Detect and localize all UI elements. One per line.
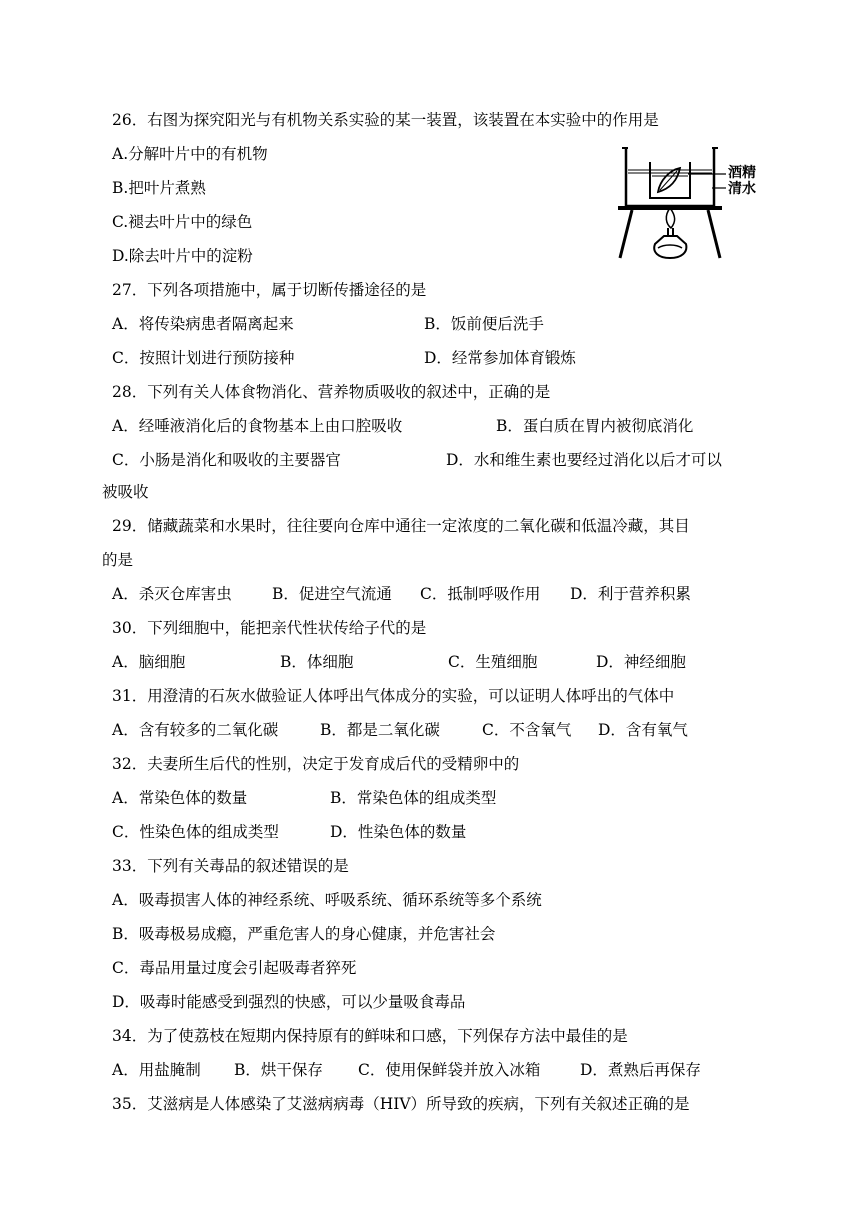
- question-34-stem: 34．为了使荔枝在短期内保持原有的鲜味和口感，下列保存方法中最佳的是: [112, 1027, 628, 1045]
- question-28-option-d: D．水和维生素也要经过消化以后才可以: [446, 451, 722, 469]
- question-30-stem: 30．下列细胞中，能把亲代性状传给子代的是: [112, 619, 427, 637]
- water-bath-apparatus-figure: [614, 140, 766, 262]
- question-29-option-a: A．杀灭仓库害虫: [112, 585, 232, 603]
- question-32-option-a: A．常染色体的数量: [112, 789, 248, 807]
- question-29-stem: 29．储藏蔬菜和水果时，往往要向仓库中通往一定浓度的二氧化碳和低温冷藏，其目: [112, 517, 690, 535]
- question-33-stem: 33．下列有关毒品的叙述错误的是: [112, 857, 349, 875]
- question-30-option-a: A．脑细胞: [112, 653, 186, 671]
- question-34-option-c: C．使用保鲜袋并放入冰箱: [358, 1061, 541, 1079]
- question-33-option-a: A．吸毒损害人体的神经系统、呼吸系统、循环系统等多个系统: [112, 891, 542, 909]
- question-29-option-c: C．抵制呼吸作用: [420, 585, 541, 603]
- question-29-stem-continued: 的是: [102, 551, 134, 569]
- question-26-option-d: D.除去叶片中的淀粉: [112, 247, 253, 265]
- question-34-option-b: B．烘干保存: [234, 1061, 323, 1079]
- question-31-option-d: D．含有氧气: [598, 721, 688, 739]
- question-28-option-c: C．小肠是消化和吸收的主要器官: [112, 451, 341, 469]
- question-33-option-d: D．吸毒时能感受到强烈的快感，可以少量吸食毒品: [112, 993, 466, 1011]
- question-26-stem: 26．右图为探究阳光与有机物关系实验的某一装置，该装置在本实验中的作用是: [112, 111, 659, 129]
- apparatus-drawing: [614, 140, 766, 262]
- question-27-stem: 27．下列各项措施中，属于切断传播途径的是: [112, 281, 427, 299]
- question-26-option-c: C.褪去叶片中的绿色: [112, 213, 253, 231]
- question-33-option-b: B．吸毒极易成瘾，严重危害人的身心健康，并危害社会: [112, 925, 496, 943]
- question-35-stem: 35．艾滋病是人体感染了艾滋病病毒（HIV）所导致的疾病，下列有关叙述正确的是: [112, 1095, 690, 1113]
- question-34-option-d: D．煮熟后再保存: [580, 1061, 701, 1079]
- question-28-stem: 28．下列有关人体食物消化、营养物质吸收的叙述中，正确的是: [112, 383, 551, 401]
- question-28-option-b: B．蛋白质在胃内被彻底消化: [496, 417, 694, 435]
- question-27-option-b: B．饭前便后洗手: [424, 315, 544, 333]
- question-31-stem: 31．用澄清的石灰水做验证人体呼出气体成分的实验，可以证明人体呼出的气体中: [112, 687, 675, 705]
- question-33-option-c: C．毒品用量过度会引起吸毒者猝死: [112, 959, 357, 977]
- question-29-option-b: B．促进空气流通: [272, 585, 392, 603]
- question-32-option-c: C．性染色体的组成类型: [112, 823, 279, 841]
- question-27-option-a: A．将传染病患者隔离起来: [112, 315, 294, 333]
- question-29-option-d: D．利于营养积累: [570, 585, 691, 603]
- question-26-option-a: A.分解叶片中的有机物: [112, 145, 268, 163]
- question-31-option-b: B．都是二氧化碳: [320, 721, 440, 739]
- question-32-option-b: B．常染色体的组成类型: [330, 789, 497, 807]
- question-30-option-c: C．生殖细胞: [448, 653, 538, 671]
- question-32-stem: 32．夫妻所生后代的性别，决定于发育成后代的受精卵中的: [112, 755, 520, 773]
- question-34-option-a: A．用盐腌制: [112, 1061, 201, 1079]
- question-31-option-c: C．不含氧气: [482, 721, 572, 739]
- question-28-option-a: A．经唾液消化后的食物基本上由口腔吸收: [112, 417, 403, 435]
- question-30-option-d: D．神经细胞: [596, 653, 686, 671]
- question-26-option-b: B.把叶片煮熟: [112, 179, 206, 197]
- question-31-option-a: A．含有较多的二氧化碳: [112, 721, 279, 739]
- question-28-option-d-continued: 被吸收: [102, 483, 149, 501]
- question-30-option-b: B．体细胞: [280, 653, 354, 671]
- water-label: 清水: [728, 181, 756, 197]
- question-32-option-d: D．性染色体的数量: [330, 823, 467, 841]
- alcohol-label: 酒精: [728, 165, 756, 181]
- question-27-option-d: D．经常参加体育锻炼: [424, 349, 576, 367]
- question-27-option-c: C．按照计划进行预防接种: [112, 349, 295, 367]
